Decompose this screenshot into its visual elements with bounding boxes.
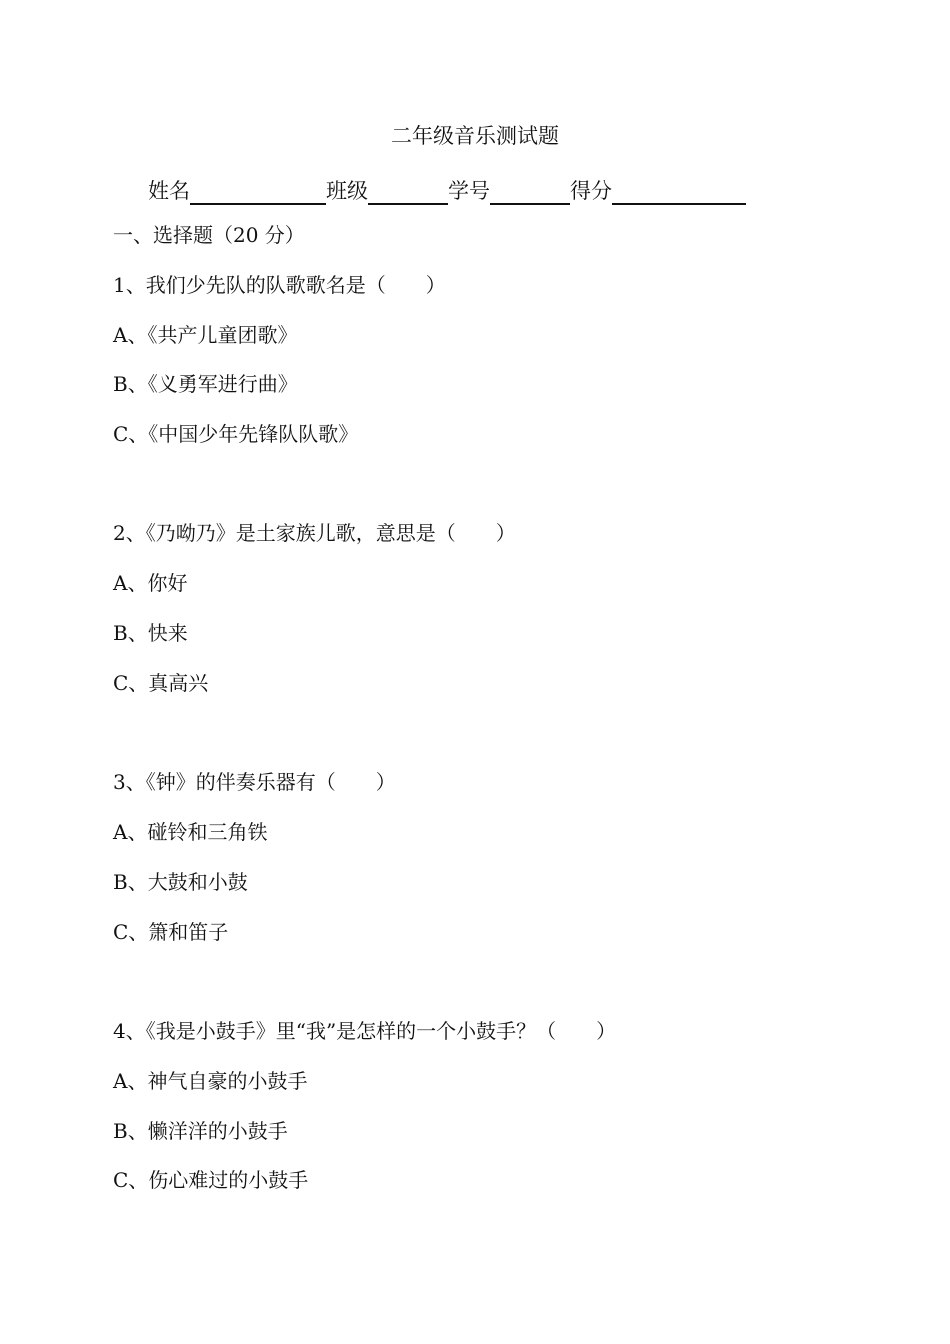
- name-label: 姓名: [148, 179, 190, 203]
- question-4-option-c: C、伤心难过的小鼓手: [113, 1168, 309, 1192]
- question-1-option-c: C、《中国少年先锋队队歌》: [113, 422, 359, 446]
- name-blank[interactable]: [190, 175, 326, 205]
- question-1-stem: 1、我们少先队的队歌歌名是（ ）: [113, 273, 446, 297]
- question-1-option-a: A、《共产儿童团歌》: [113, 323, 298, 347]
- question-2-option-c: C、真高兴: [113, 671, 209, 695]
- question-3-option-a: A、碰铃和三角铁: [113, 820, 268, 844]
- student-info-row: [148, 171, 746, 205]
- question-3-stem: 3、《钟》的伴奏乐器有（ ）: [113, 770, 396, 794]
- student-number-label: 学号: [448, 179, 490, 203]
- class-blank[interactable]: [368, 175, 448, 205]
- score-blank[interactable]: [612, 175, 746, 205]
- question-2-option-a: A、你好: [113, 571, 188, 595]
- question-2-stem: 2、《乃呦乃》是土家族儿歌，意思是（ ）: [113, 521, 516, 545]
- question-2-option-b: B、快来: [113, 621, 188, 645]
- section-heading: 一、选择题（20 分）: [113, 223, 305, 247]
- question-3-option-c: C、箫和笛子: [113, 920, 229, 944]
- class-label: 班级: [326, 179, 368, 203]
- question-4-stem: 4、《我是小鼓手》里“我”是怎样的一个小鼓手？（ ）: [113, 1019, 617, 1043]
- student-number-blank[interactable]: [490, 175, 570, 205]
- page-title: 二年级音乐测试题: [391, 124, 559, 148]
- question-1-option-b: B、《义勇军进行曲》: [113, 372, 298, 396]
- score-label: 得分: [570, 179, 612, 203]
- question-3-option-b: B、大鼓和小鼓: [113, 870, 248, 894]
- question-4-option-a: A、神气自豪的小鼓手: [113, 1069, 308, 1093]
- question-4-option-b: B、懒洋洋的小鼓手: [113, 1119, 288, 1143]
